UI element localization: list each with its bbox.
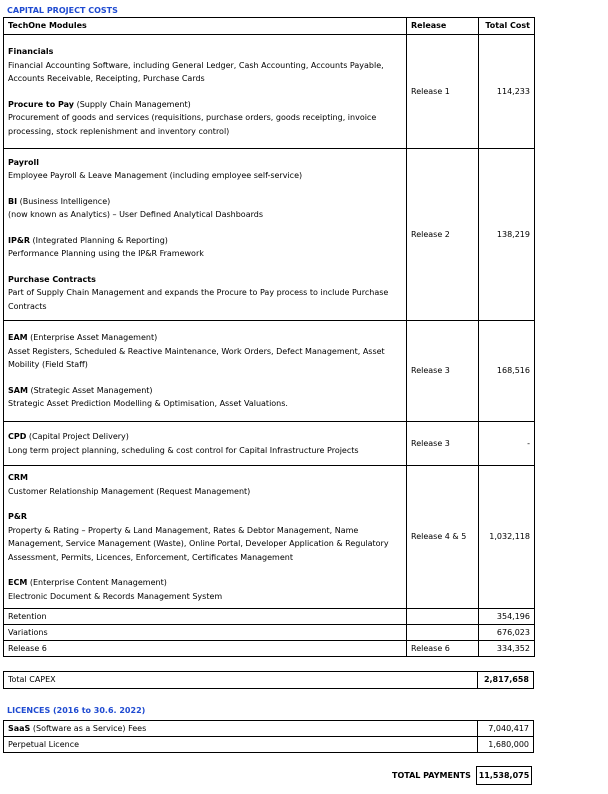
extra-label: Variations: [4, 625, 407, 641]
licence-spacer: [406, 721, 478, 737]
release-cell: Release 1: [407, 35, 479, 149]
release-cell: Release 3: [407, 422, 479, 466]
capital-costs-table: [3, 17, 535, 657]
module-desc: Electronic Document & Records Management System: [8, 591, 223, 601]
module-desc: Asset Registers, Scheduled & Reactive Maintenance, Work Orders, Defect Management, Asset Mobility (Field Staff): [8, 346, 385, 370]
table-row: [4, 466, 535, 609]
header-release: Release: [407, 18, 479, 35]
total-cell: 354,196: [479, 609, 535, 625]
module-name: IP&R: [8, 235, 30, 245]
licence-total: 1,680,000: [478, 737, 534, 753]
table-row: [4, 737, 534, 753]
module-name: Procure to Pay: [8, 99, 75, 109]
module-name: CRM: [8, 473, 28, 482]
module-name: EAM: [8, 333, 28, 343]
table-row: [4, 35, 535, 149]
total-capex-value: 2,817,658: [478, 672, 534, 689]
module-desc: Strategic Asset Prediction Modelling & Optimisation, Asset Valuations.: [8, 399, 288, 409]
total-cell: 168,516: [479, 321, 535, 422]
module-paren: (Enterprise Content Management): [29, 578, 167, 587]
extra-label: Release 6: [4, 641, 407, 657]
table-row: [4, 721, 534, 737]
table-row: [4, 422, 535, 466]
total-cell: 334,352: [479, 641, 535, 657]
module-paren: (Enterprise Asset Management): [30, 333, 158, 343]
total-capex-table: [3, 671, 534, 689]
module-name: P&R: [8, 512, 27, 521]
release-cell: Release 6: [407, 641, 479, 657]
module-desc: Employee Payroll & Leave Management (including employee self-service): [8, 171, 303, 181]
licence-name: SaaS: [8, 723, 31, 733]
licences-heading: LICENCES (2016 to 30.6. 2022): [7, 706, 146, 715]
header-modules: TechOne Modules: [4, 18, 407, 35]
module-cell: [4, 321, 407, 422]
total-capex-label: Total CAPEX: [4, 672, 407, 689]
module-cell: [4, 422, 407, 466]
total-capex-spacer: [406, 672, 478, 689]
module-name: SAM: [8, 385, 28, 395]
total-cell: 138,219: [479, 149, 535, 321]
module-paren: (Supply Chain Management): [76, 99, 191, 109]
module-name: Purchase Contracts: [8, 274, 96, 284]
table-row: [4, 321, 535, 422]
table-row: [4, 641, 535, 657]
licences-table: [3, 720, 534, 753]
licence-paren: (Software as a Service) Fees: [32, 723, 147, 733]
module-name: CPD: [8, 432, 27, 441]
licence-spacer: [406, 737, 478, 753]
module-cell: [4, 149, 407, 321]
licence-name: Perpetual Licence: [8, 739, 80, 749]
total-payments-value: 11,538,075: [476, 766, 532, 785]
table-row: [4, 149, 535, 321]
module-desc: Financial Accounting Software, including General Ledger, Cash Accounting, Accounts Payable, Accounts Receivable, Receipting, Purchase Cards: [8, 60, 384, 83]
module-name: ECM: [8, 578, 28, 587]
module-paren: (Integrated Planning & Reporting): [32, 235, 168, 245]
table-header-row: [4, 18, 535, 35]
table-row: [4, 625, 535, 641]
module-desc: Procurement of goods and services (requisitions, purchase orders, goods receipting, invoice processing, stock replenishment and inventory control): [8, 113, 377, 136]
module-paren: (Capital Project Delivery): [28, 432, 129, 441]
total-cell: 676,023: [479, 625, 535, 641]
module-desc: Performance Planning using the IP&R Framework: [8, 249, 204, 259]
total-cell: -: [479, 422, 535, 466]
table-row: [4, 609, 535, 625]
capital-costs-heading: CAPITAL PROJECT COSTS: [7, 6, 118, 15]
release-cell: [407, 625, 479, 641]
header-total-cost: Total Cost: [479, 18, 535, 35]
total-payments-label: TOTAL PAYMENTS: [392, 771, 471, 780]
module-desc: Customer Relationship Management (Request Management): [8, 486, 251, 496]
module-cell: [4, 466, 407, 609]
module-desc: (now known as Analytics) – User Defined Analytical Dashboards: [8, 210, 263, 220]
licence-total: 7,040,417: [478, 721, 534, 737]
module-name: BI: [8, 196, 18, 206]
release-cell: Release 3: [407, 321, 479, 422]
total-cell: 114,233: [479, 35, 535, 149]
licence-label: [4, 737, 407, 753]
module-paren: (Business Intelligence): [19, 196, 111, 206]
module-cell: [4, 35, 407, 149]
licence-label: [4, 721, 407, 737]
module-paren: (Strategic Asset Management): [30, 385, 153, 395]
module-name: Payroll: [8, 157, 39, 167]
release-cell: [407, 609, 479, 625]
release-cell: Release 4 & 5: [407, 466, 479, 609]
release-cell: Release 2: [407, 149, 479, 321]
module-desc: Property & Rating – Property & Land Management, Rates & Debtor Management, Name Management, Service Management (Waste), Online Portal, Developer Application & Regulatory Assessment, Permits, Licences, Enforcement, Certificates Management: [8, 525, 389, 562]
module-desc: Long term project planning, scheduling & cost control for Capital Infrastructure Projects: [8, 445, 359, 455]
total-cell: 1,032,118: [479, 466, 535, 609]
module-name: Financials: [8, 47, 54, 56]
extra-label: Retention: [4, 609, 407, 625]
total-capex-row: [4, 672, 534, 689]
module-desc: Part of Supply Chain Management and expands the Procure to Pay process to include Purchase Contracts: [8, 288, 389, 311]
